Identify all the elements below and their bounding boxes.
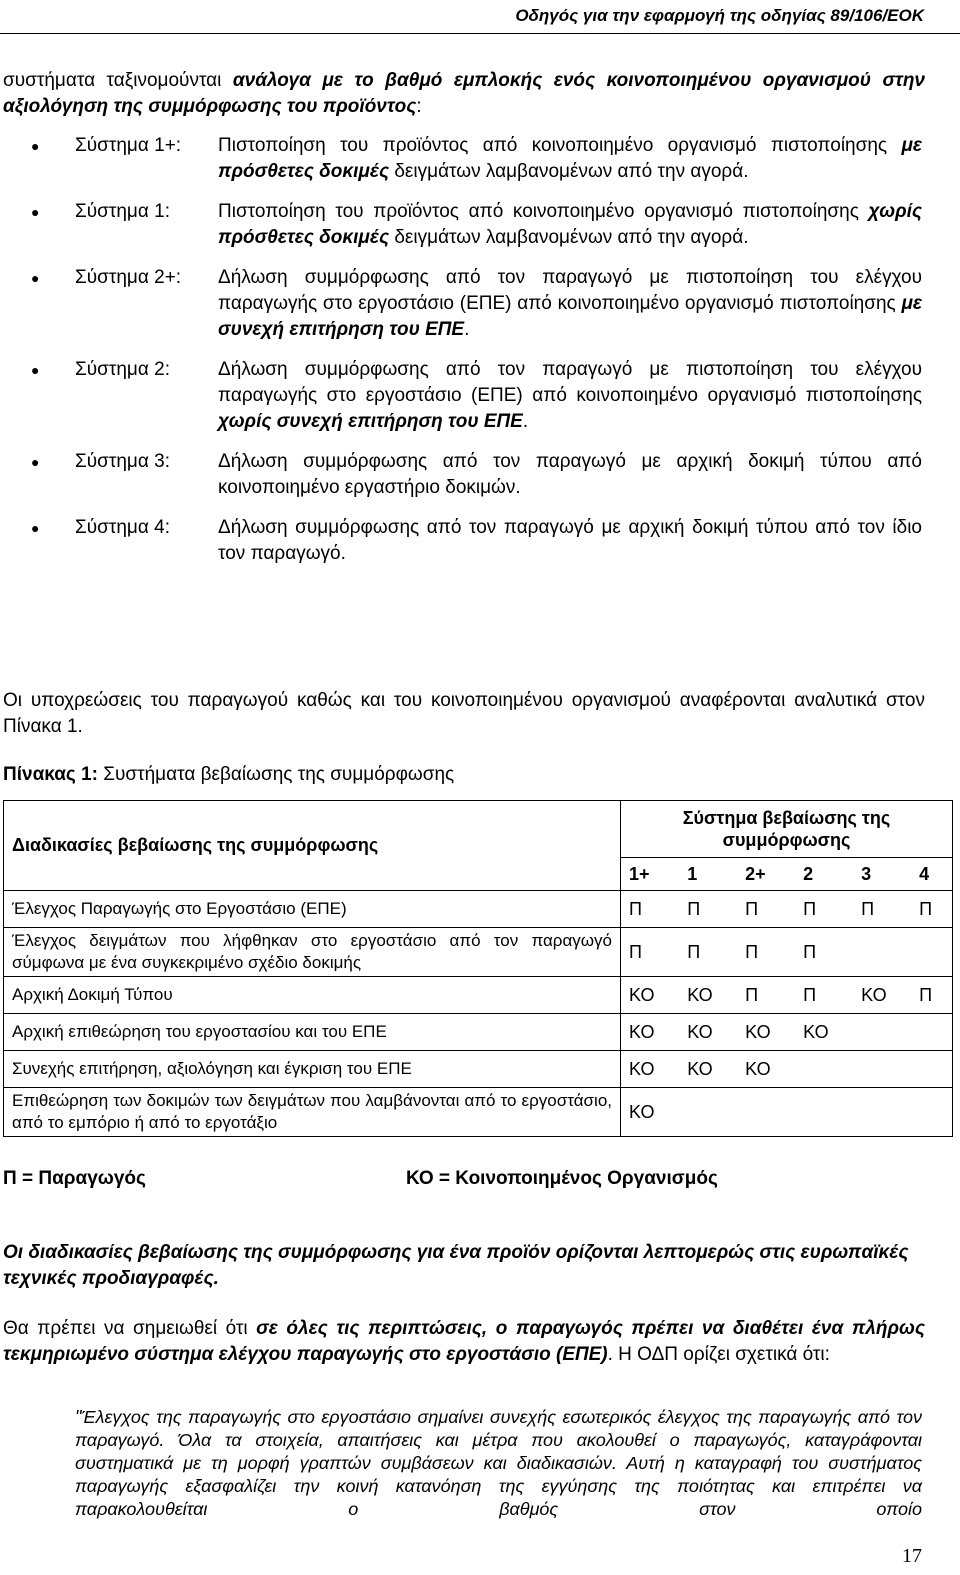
system-name: Σύστημα 2:: [75, 359, 170, 380]
column-header: 1+: [621, 858, 680, 891]
procedures-header: Διαδικασίες βεβαίωσης της συμμόρφωσης: [4, 801, 621, 891]
system-desc-text: Δήλωση συμμόρφωσης από τον παραγωγό με πιστοποίηση του ελέγχου παραγωγής στο εργοστάσιο (ΕΠΕ) από κοινοποιημένο οργανισμό πιστοποίησης: [218, 267, 922, 314]
intro-paragraph: [3, 68, 925, 120]
systems-list: [0, 133, 922, 581]
fpc-emphasis: σε όλες τις περιπτώσεις, ο παραγωγός πρέπει να διαθέτει ένα πλήρως τεκμηριωμένο σύστημα ελέγχου παραγωγής στο εργοστάσιο (ΕΠΕ): [3, 1318, 925, 1365]
table-row: [4, 1014, 953, 1051]
table-cell: ΚΟ: [737, 1051, 795, 1088]
table-cell: Π: [795, 977, 853, 1014]
bullet-icon: ●: [31, 454, 40, 470]
list-item: [0, 449, 922, 501]
table-cell: Π: [795, 891, 853, 928]
system-name: Σύστημα 3:: [75, 451, 170, 472]
table-cell: [911, 1088, 952, 1137]
table-cell: Π: [911, 891, 952, 928]
header-title: Οδηγός για την εφαρμογή της οδηγίας 89/106/ΕΟΚ: [515, 6, 924, 25]
procedures-note: Οι διαδικασίες βεβαίωσης της συμμόρφωσης για ένα προϊόν ορίζονται λεπτομερώς στις ευρωπαϊκές τεχνικές προδιαγραφές.: [3, 1242, 909, 1289]
table-cell: [853, 1051, 911, 1088]
row-label: Συνεχής επιτήρηση, αξιολόγηση και έγκριση του ΕΠΕ: [4, 1051, 621, 1088]
systems-header: Σύστημα βεβαίωσης της συμμόρφωσης: [621, 801, 953, 858]
system-description: [218, 133, 922, 185]
table-cell: ΚΟ: [621, 1051, 680, 1088]
row-label: Έλεγχος Παραγωγής στο Εργοστάσιο (ΕΠΕ): [4, 891, 621, 928]
table-cell: [853, 1088, 911, 1137]
table-cell: Π: [621, 891, 680, 928]
table-cell: [679, 1088, 737, 1137]
table-cell: Π: [621, 928, 680, 977]
system-description: [218, 265, 922, 343]
bullet-icon: ●: [31, 270, 40, 286]
table-row: [4, 891, 953, 928]
table-cell: [911, 928, 952, 977]
page-number: 17: [902, 1545, 922, 1567]
system-desc-emphasis: με συνεχή επιτήρηση του ΕΠΕ: [218, 293, 922, 340]
table-row: [4, 928, 953, 977]
table-caption-text: Συστήματα βεβαίωσης της συμμόρφωσης: [97, 764, 455, 785]
fpc-end: . Η ΟΔΠ ορίζει σχετικά ότι:: [607, 1344, 830, 1365]
system-desc-end: δειγμάτων λαμβανομένων από την αγορά.: [389, 161, 749, 182]
legend-notified-body: ΚΟ = Κοινοποιημένος Οργανισμός: [406, 1168, 718, 1189]
fpc-text: Θα πρέπει να σημειωθεί ότι: [3, 1318, 257, 1339]
certification-table: [3, 800, 953, 1137]
bullet-icon: ●: [31, 138, 40, 154]
table-cell: Π: [911, 977, 952, 1014]
table-cell: ΚΟ: [679, 1014, 737, 1051]
table-cell: [795, 1051, 853, 1088]
system-description: [218, 515, 922, 567]
intro-emphasis: ανάλογα με το βαθμό εμπλοκής ενός κοινοποιημένου οργανισμού στην αξιολόγηση της συμμόρφωσης του προϊόντος: [3, 70, 925, 117]
table-cell: ΚΟ: [679, 1051, 737, 1088]
legend-producer: Π = Παραγωγός: [3, 1168, 146, 1189]
list-item: [0, 357, 922, 435]
table-header-row: [4, 801, 953, 858]
table-cell: ΚΟ: [795, 1014, 853, 1051]
table-row: [4, 1088, 953, 1137]
column-header: 2: [795, 858, 853, 891]
table-cell: ΚΟ: [737, 1014, 795, 1051]
row-label: Αρχική επιθεώρηση του εργοστασίου και του ΕΠΕ: [4, 1014, 621, 1051]
table-cell: [911, 1051, 952, 1088]
table-cell: Π: [737, 891, 795, 928]
table-cell: ΚΟ: [621, 1088, 680, 1137]
system-desc-text: Πιστοποίηση του προϊόντος από κοινοποιημένο οργανισμό πιστοποίησης: [218, 201, 869, 222]
table-cell: Π: [853, 891, 911, 928]
system-name: Σύστημα 2+:: [75, 267, 182, 288]
table-cell: Π: [737, 928, 795, 977]
system-description: [218, 449, 922, 501]
row-label: Αρχική Δοκιμή Τύπου: [4, 977, 621, 1014]
system-desc-end: δειγμάτων λαμβανομένων από την αγορά.: [389, 227, 749, 248]
system-desc-emphasis: χωρίς συνεχή επιτήρηση του ΕΠΕ: [218, 411, 523, 432]
system-desc-text: Πιστοποίηση του προϊόντος από κοινοποιημένο οργανισμό πιστοποίησης: [218, 135, 902, 156]
table-cell: Π: [679, 891, 737, 928]
system-desc-text: Δήλωση συμμόρφωσης από τον παραγωγό με πιστοποίηση του ελέγχου παραγωγής στο εργοστάσιο (ΕΠΕ) από κοινοποιημένο οργανισμό πιστοποίησης: [218, 359, 922, 406]
system-desc-emphasis: με πρόσθετες δοκιμές: [218, 135, 922, 182]
system-description: [218, 357, 922, 435]
table-caption: [3, 764, 454, 786]
table-row: [4, 977, 953, 1014]
list-item: [0, 199, 922, 251]
bullet-icon: ●: [31, 204, 40, 220]
system-desc-text: Δήλωση συμμόρφωσης από τον παραγωγό με αρχική δοκιμή τύπου από κοινοποιημένο εργαστήριο δοκιμών.: [218, 451, 922, 498]
column-header: 3: [853, 858, 911, 891]
obligations-paragraph: Οι υποχρεώσεις του παραγωγού καθώς και του κοινοποιημένου οργανισμού αναφέρονται αναλυτικά στον Πίνακα 1.: [3, 690, 925, 737]
bullet-icon: ●: [31, 520, 40, 536]
system-desc-emphasis: χωρίς πρόσθετες δοκιμές: [218, 201, 922, 248]
table-cell: Π: [795, 928, 853, 977]
definition-quote: "Έλεγχος της παραγωγής στο εργοστάσιο σημαίνει συνεχής εσωτερικός έλεγχος της παραγωγής από τον παραγωγό. Όλα τα στοιχεία, απαιτήσεις και μέτρα που ακολουθεί ο παραγωγός, καταγράφονται συστηματικά με τη μορφή γραπτών συμβάσεων και διαδικασιών. Αυτή η καταγραφή του συστήματος παραγωγής εξασφαλίζει την κοινή κατανόηση της εγγύησης της ποιότητας και επιτρέπει να παρακολουθείται ο βαθμός στον οποίο: [75, 1407, 922, 1519]
column-header: 1: [679, 858, 737, 891]
system-name: Σύστημα 1:: [75, 201, 170, 222]
table-row: [4, 1051, 953, 1088]
table-cell: [853, 1014, 911, 1051]
table-cell: ΚΟ: [679, 977, 737, 1014]
intro-end: :: [416, 96, 422, 117]
list-item: [0, 133, 922, 185]
list-item: [0, 515, 922, 567]
intro-text: συστήματα ταξινομούνται: [3, 70, 233, 91]
column-header: 2+: [737, 858, 795, 891]
page-header: [0, 0, 960, 34]
table-cell: [737, 1088, 795, 1137]
bullet-icon: ●: [31, 362, 40, 378]
table-cell: ΚΟ: [621, 977, 680, 1014]
system-name: Σύστημα 4:: [75, 517, 170, 538]
table-cell: [795, 1088, 853, 1137]
table-cell: ΚΟ: [853, 977, 911, 1014]
table-cell: [911, 1014, 952, 1051]
column-header: 4: [911, 858, 952, 891]
row-label: Επιθεώρηση των δοκιμών των δειγμάτων που λαμβάνονται από το εργοστάσιο, από το εμπόριο ή από το εργοτάξιο: [4, 1088, 621, 1137]
table-cell: ΚΟ: [621, 1014, 680, 1051]
table-cell: Π: [679, 928, 737, 977]
system-description: [218, 199, 922, 251]
fpc-paragraph: [3, 1316, 925, 1368]
system-desc-text: Δήλωση συμμόρφωσης από τον παραγωγό με αρχική δοκιμή τύπου από τον ίδιο τον παραγωγό.: [218, 517, 922, 564]
system-desc-end: .: [522, 411, 529, 432]
list-item: [0, 265, 922, 343]
table-cell: [853, 928, 911, 977]
table-caption-label: Πίνακας 1:: [3, 764, 98, 785]
row-label: Έλεγχος δειγμάτων που λήφθηκαν στο εργοστάσιο από τον παραγωγό σύμφωνα με ένα συγκεκριμένο σχέδιο δοκιμής: [4, 928, 621, 977]
system-name: Σύστημα 1+:: [75, 135, 182, 156]
system-desc-end: .: [464, 319, 470, 340]
table-cell: Π: [737, 977, 795, 1014]
